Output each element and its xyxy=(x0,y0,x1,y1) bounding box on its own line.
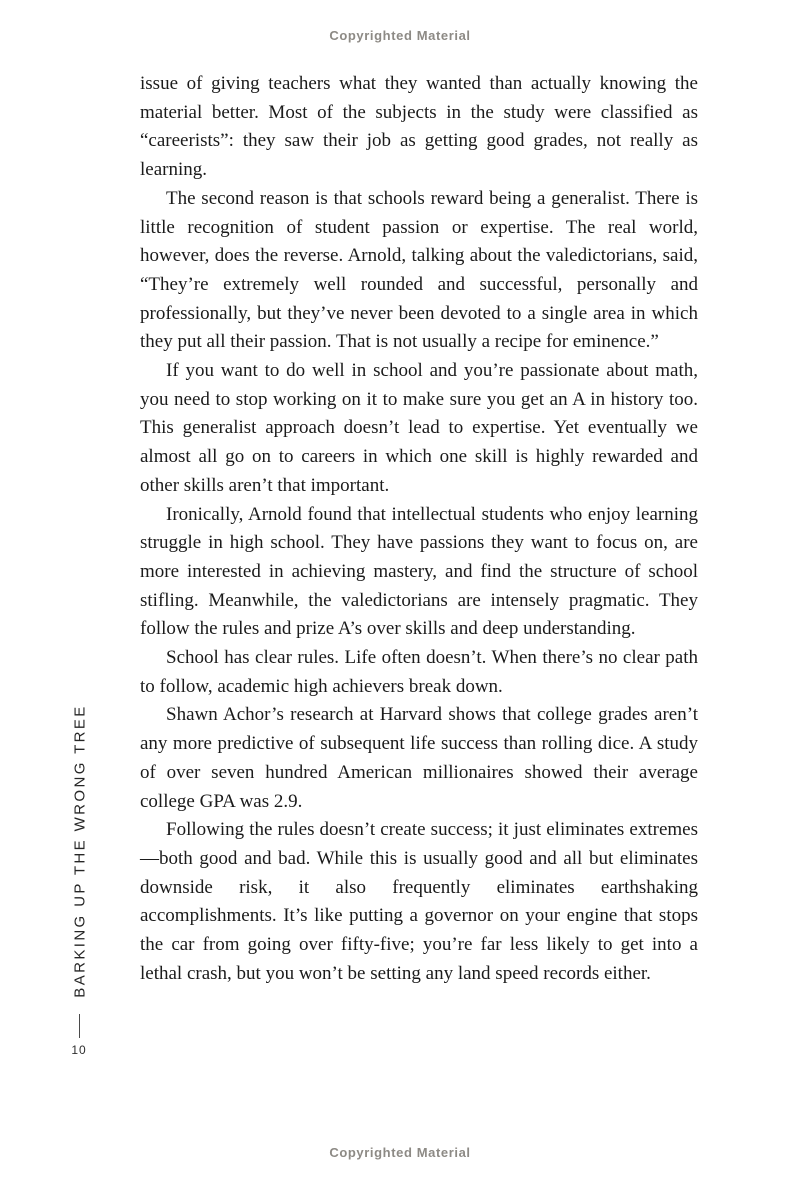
copyright-notice-bottom: Copyrighted Material xyxy=(329,1145,471,1160)
paragraph: School has clear rules. Life often doesn’t. When there’s no clear path to follow, academic high achievers break down. xyxy=(140,647,698,697)
body-text xyxy=(140,70,698,989)
copyright-notice-top: Copyrighted Material xyxy=(329,28,471,43)
paragraph: issue of giving teachers what they wanted than actually knowing the material better. Most of the subjects in the study were classified as “careerists”: they saw their job as getting good grades, not really as learning. xyxy=(140,73,698,181)
paragraph: Following the rules doesn’t create success; it just eliminates extremes—both good and bad. While this is usually good and all but eliminates downside risk, it also frequently eliminates earthshaking accomplishments. It’s like putting a governor on your engine that stops the car from going over fifty-five; you’re far less likely to get into a lethal crash, but you won’t be setting any land speed records either. xyxy=(140,819,698,984)
page-number: 10 xyxy=(71,1043,87,1057)
paragraph: The second reason is that schools reward being a generalist. There is little recognition of student passion or expertise. The real world, however, does the reverse. Arnold, talking about the valedictorians, said, “They’re extremely well rounded and successful, personally and professionally, but they’ve never been devoted to a single area in which they put all their passion. That is not usually a recipe for eminence.” xyxy=(140,187,698,353)
page-number-rule xyxy=(79,1014,80,1038)
paragraph: Shawn Achor’s research at Harvard shows that college grades aren’t any more predictive of subsequent life success than rolling dice. A study of over seven hundred American millionaires showed their average college GPA was 2.9. xyxy=(140,704,698,812)
page-number-block xyxy=(60,1014,98,1057)
paragraph: Ironically, Arnold found that intellectual students who enjoy learning struggle in high school. They have passions they want to focus on, are more interested in achieving mastery, and find the structure of school stifling. Meanwhile, the valedictorians are intensely pragmatic. They follow the rules and prize A’s over skills and deep understanding. xyxy=(140,503,698,640)
paragraph: If you want to do well in school and you’re passionate about math, you need to stop working on it to make sure you get an A in history too. This generalist approach doesn’t lead to expertise. Yet eventually we almost all go on to careers in which one skill is highly rewarded and other skills aren’t that important. xyxy=(140,360,698,496)
book-title-vertical: BARKING UP THE WRONG TREE xyxy=(71,704,89,998)
